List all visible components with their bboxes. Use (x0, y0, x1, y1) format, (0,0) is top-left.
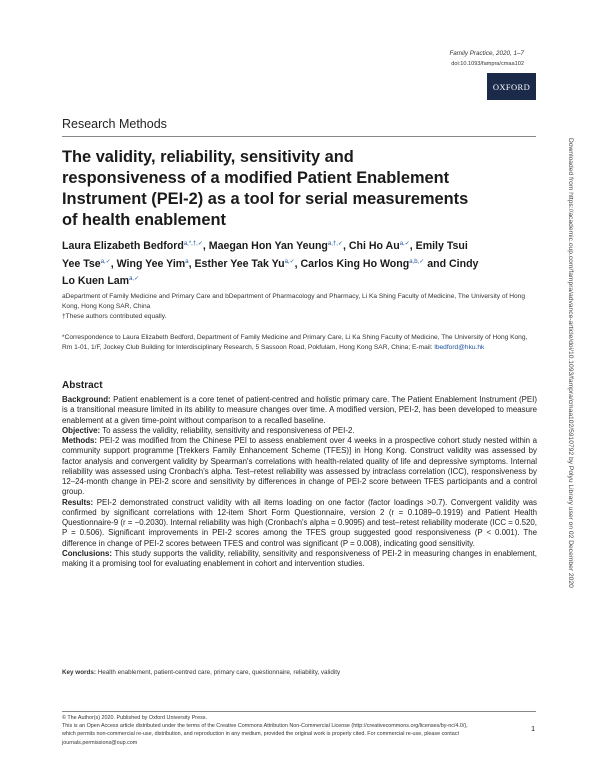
author[interactable]: Esther Yee Tak $Yu^{a,✓}$ (194, 257, 295, 270)
journal-citation: Family Practice, 2020, 1–7 (449, 50, 524, 57)
copyright: © The Author(s) 2020. Published by Oxford University Press. (62, 715, 207, 721)
abstract-objective: Objective: To assess the validity, reliability, sensitivity and responsiveness of PEI-2. (62, 425, 355, 435)
affiliations (62, 292, 536, 323)
email-link[interactable]: lbedford@hku.hk (434, 344, 485, 352)
author[interactable]: Wing Yee Yim$^a$ (116, 257, 189, 270)
license-text: This is an Open Access article distributed under the terms of the Creative Commons Attribution Non-Commercial License (http://creativecommons.org/licenses/by-nc/4.0/), which permits non-commercial re-use, distribution, and reproduction in any medium, provided the original work is properly cited. For commercial re-use, please contact journals.permissions@oup.com (62, 723, 468, 746)
page-number: 1 (531, 724, 536, 733)
doi[interactable]: doi:10.1093/fampra/cmaa102 (451, 61, 524, 67)
section-label: Research Methods (62, 117, 167, 131)
header-divider (62, 136, 536, 137)
oxford-logo: OXFORD (487, 73, 536, 100)
correspondence: *Correspondence to Laura Elizabeth Bedford, Department of Family Medicine and Primary Care, Li Ka Shing Faculty of Medicine, The University of Hong Kong, Rm 1-01, 1/F, Jockey Club Building for Interdisciplinary Research, 5 Sassoon Road, Pokfulam, Hong Kong SAR, China; E-mail: lbedford@hku.hk (62, 334, 528, 352)
download-sidebar: Downloaded from https://academic.oup.com/fampra/advance-article/doi/10.1093/fampra/cmaa102/5910792 by Polyu Library user on 02 December 2020 (567, 138, 574, 588)
keywords: Key words: Health enablement, patient-centred care, primary care, questionnaire, reliability, validity (62, 669, 341, 676)
author[interactable]: Maegan Hon Yan Yeung$^{a,\dagger,✓}$ (208, 240, 343, 252)
author[interactable]: Emily Tsui Yee Tse$^{a,✓}$ (62, 240, 468, 270)
abstract-background: Background: Patient enablement is a core tenet of patient-centred and holistic primary care. The Patient Enablement Instrument (PEI) is a transitional measure limited in its ability to measure changes over time. A modified version, PEI-2, has been developed to measure enablement at a given time-point without comparison to a recalled baseline. (62, 395, 537, 425)
author[interactable]: Chi Ho $Au^{a,✓}$ (348, 240, 410, 252)
affiliation-line: aDepartment of Family Medicine and Primary Care and bDepartment of Pharmacology and Pharmacy, Li Ka Shing Faculty of Medicine, The University of Hong Kong, Hong Kong SAR, China (62, 293, 525, 311)
abstract-body (62, 395, 537, 569)
author[interactable]: Carlos King Ho Wong$^{a,b,✓}$ (300, 257, 425, 270)
article-title: The validity, reliability, sensitivity and responsiveness of a modified Patient Enablement Instrument (PEI-2) as a tool for serial measurements of health enablement (62, 148, 469, 229)
abstract-conclusions: Conclusions: This study supports the validity, reliability, sensitivity and responsiveness of PEI-2 in measuring changes in enablement, making it a promising tool for evaluating enablement in cohort and intervention studies. (62, 548, 537, 568)
author[interactable]: Laura Elizabeth Bedford$^{a,*,\dagger,✓}$ (62, 240, 203, 252)
author[interactable]: Cindy Lo Kuen Lam$^{a,✓}$ (62, 257, 479, 287)
abstract-methods: Methods: PEI-2 was modified from the Chinese PEI to assess enablement over 4 weeks in a prospective cohort study nested within a community support programme [Trekkers Family Enhancement Scheme (TFES)] in Hong Kong. Construct validity was assessed by factor analysis and convergent validity by Spearman's correlations with health-related quality of life and depressive symptoms. Internal reliability was assessed using Cronbach's alpha. Test–retest reliability was assessed by intraclass correlation (ICC), responsiveness by 12–24-month change in PEI-2 score and sensitivity by differences in change of PEI-2 score between TFES participants and a control group. (62, 436, 537, 497)
license-footer (62, 714, 482, 747)
author-list: Laura Elizabeth Bedford$^{a,*,\dagger,✓}$, Maegan Hon Yan Yeung$^{a,\dagger,✓}$, Chi Ho $Au^{a,✓}$, Emily Tsui Yee Tse$^{a,✓}$, Wing Yee Yim$^a$, Esther Yee Tak $Yu^{a,✓}$, Carlos King Ho Wong$^{a,b,✓}$ and Cindy Lo Kuen Lam$^{a,✓}$ (62, 240, 479, 287)
equal-contribution-note: †These authors contributed equally. (62, 313, 167, 321)
abstract-results: Results: PEI-2 demonstrated construct validity with all items loading on one factor (factor loadings >0.7). Convergent validity was confirmed by significant correlations with 12-item Short Form Questionnaire, version 2 (r = 0.1089–0.1919) and Patient Health Questionnaire-9 (r = −0.2030). Internal reliability was high (Cronbach's alpha = 0.9095) and test–retest reliability moderate (ICC = 0.520, P = 0.506). Significant improvements in PEI-2 scores among the TFES group suggested good responsiveness (P < 0.001). The difference in change of PEI-2 scores between TFES and control was significant (P = 0.008), indicating good sensitivity. (62, 497, 537, 548)
abstract-heading: Abstract (62, 380, 103, 391)
footer-divider (62, 711, 536, 712)
